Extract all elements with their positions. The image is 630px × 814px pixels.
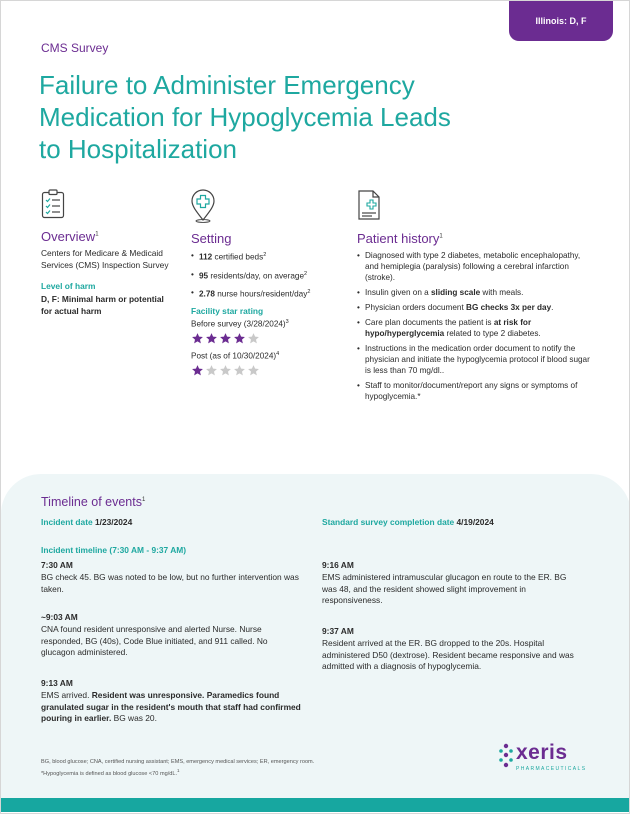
footnotes <box>41 759 421 778</box>
star-empty-icon <box>233 364 246 377</box>
patient-history-list <box>357 250 593 402</box>
star-filled-icon <box>191 332 204 345</box>
patient-history-section <box>357 189 593 406</box>
star-filled-icon <box>205 332 218 345</box>
patient-history-item: • Diagnosed with type 2 diabetes, metabolic encephalopathy, and hemiplegia (paralysis) following a cerebral infarction (stroke). <box>357 250 593 283</box>
level-of-harm-heading: Level of harm <box>41 281 96 292</box>
setting-item-residents: • 95 residents/day, on average$^2$ <box>191 269 346 282</box>
setting-list <box>191 250 346 300</box>
incident-date: Incident date 1/23/2024 <box>41 517 133 527</box>
post-survey-stars <box>191 364 346 377</box>
state-tag: Illinois: D, F <box>509 1 613 41</box>
overview-section <box>41 189 176 317</box>
patient-history-item: • Staff to monitor/document/report any signs or symptoms of hypoglycemia.* <box>357 380 593 402</box>
star-filled-icon <box>191 364 204 377</box>
logo-dots-icon <box>497 743 515 773</box>
timeline-event: 9:13 AM EMS arrived. Resident was unresponsive. Paramedics found granulated sugar in the resident's mouth that staff had confirmed pouring in earlier. BG was 20. <box>41 678 301 724</box>
post-survey-label: Post (as of 10/30/2024)$^4$ <box>191 350 280 361</box>
star-empty-icon <box>219 364 232 377</box>
patient-history-item: • Care plan documents the patient is at risk for hypo/hyperglycemia related to type 2 diabetes. <box>357 317 593 339</box>
patient-history-heading: Patient history$^1$ <box>357 231 443 246</box>
logo-wordmark: xeris <box>516 741 568 764</box>
timeline-event: 9:16 AM EMS administered intramuscular glucagon en route to the ER. BG was 48, and the resident showed slight improvement in responsiveness. <box>322 560 567 606</box>
clipboard-checklist-icon <box>41 189 65 219</box>
xeris-logo <box>497 741 597 777</box>
overview-heading: Overview$^1$ <box>41 229 99 244</box>
setting-section <box>191 189 346 377</box>
overview-text: Centers for Medicare & Medicaid Services (CMS) Inspection Survey <box>41 248 169 270</box>
standard-survey-date: Standard survey completion date 4/19/2024 <box>322 517 494 527</box>
timeline-heading: Timeline of events$^1$ <box>41 495 146 509</box>
timeline-event: 9:37 AM Resident arrived at the ER. BG dropped to the 20s. Hospital administered D50 (dextrose). Resident became responsive and was admitted with a diagnosis of hypoglycemia. <box>322 626 574 672</box>
star-filled-icon <box>233 332 246 345</box>
patient-history-item: • Physician orders document BG checks 3x per day. <box>357 302 593 313</box>
patient-history-item: • Instructions in the medication order document to notify the physician and initiate the hypoglycemia protocol if blood sugar is less than 70 mg/dl.. <box>357 343 593 376</box>
star-filled-icon <box>219 332 232 345</box>
bottom-bar <box>1 798 630 812</box>
setting-heading: Setting <box>191 231 232 246</box>
before-survey-label: Before survey $(3/28/2024)^3$ <box>191 319 289 329</box>
footnote-hypoglycemia: *Hypoglycemia is defined as blood glucose <70 mg/dL.$^1$ <box>41 767 180 777</box>
before-survey-stars <box>191 332 346 345</box>
logo-subtitle: PHARMACEUTICALS <box>516 766 587 772</box>
star-empty-icon <box>247 332 260 345</box>
star-empty-icon <box>247 364 260 377</box>
level-of-harm-text: D, F: Minimal harm or potential for actual harm <box>41 294 164 316</box>
patient-history-item: • Insulin given on a sliding scale with meals. <box>357 287 593 298</box>
footnote-abbreviations: BG, blood glucose; CNA, certified nursing assistant; EMS, emergency medical services; ER, emergency room. <box>41 759 315 765</box>
setting-item-beds: • 112 certified beds$^2$ <box>191 250 346 263</box>
location-cross-icon <box>190 189 216 223</box>
medical-document-icon <box>357 189 381 221</box>
setting-item-nurse-hours: • 2.78 nurse hours/resident/day$^2$ <box>191 287 346 300</box>
timeline-event: ~9:03 AM CNA found resident unresponsive and alerted Nurse. Nurse responded, BG (40s), Code Blue initiated, and 911 called. No glucagon administered. <box>41 612 268 658</box>
star-empty-icon <box>205 364 218 377</box>
page-title: Failure to Administer Emergency Medication for Hypoglycemia Leads to Hospitalization <box>39 70 451 164</box>
eyebrow-label: CMS Survey <box>41 41 109 55</box>
star-rating-heading: Facility star rating <box>191 306 264 317</box>
incident-timeline-heading: Incident timeline (7:30 AM - 9:37 AM) <box>41 545 187 555</box>
timeline-event: 7:30 AM BG check 45. BG was noted to be low, but no further intervention was taken. <box>41 560 299 594</box>
